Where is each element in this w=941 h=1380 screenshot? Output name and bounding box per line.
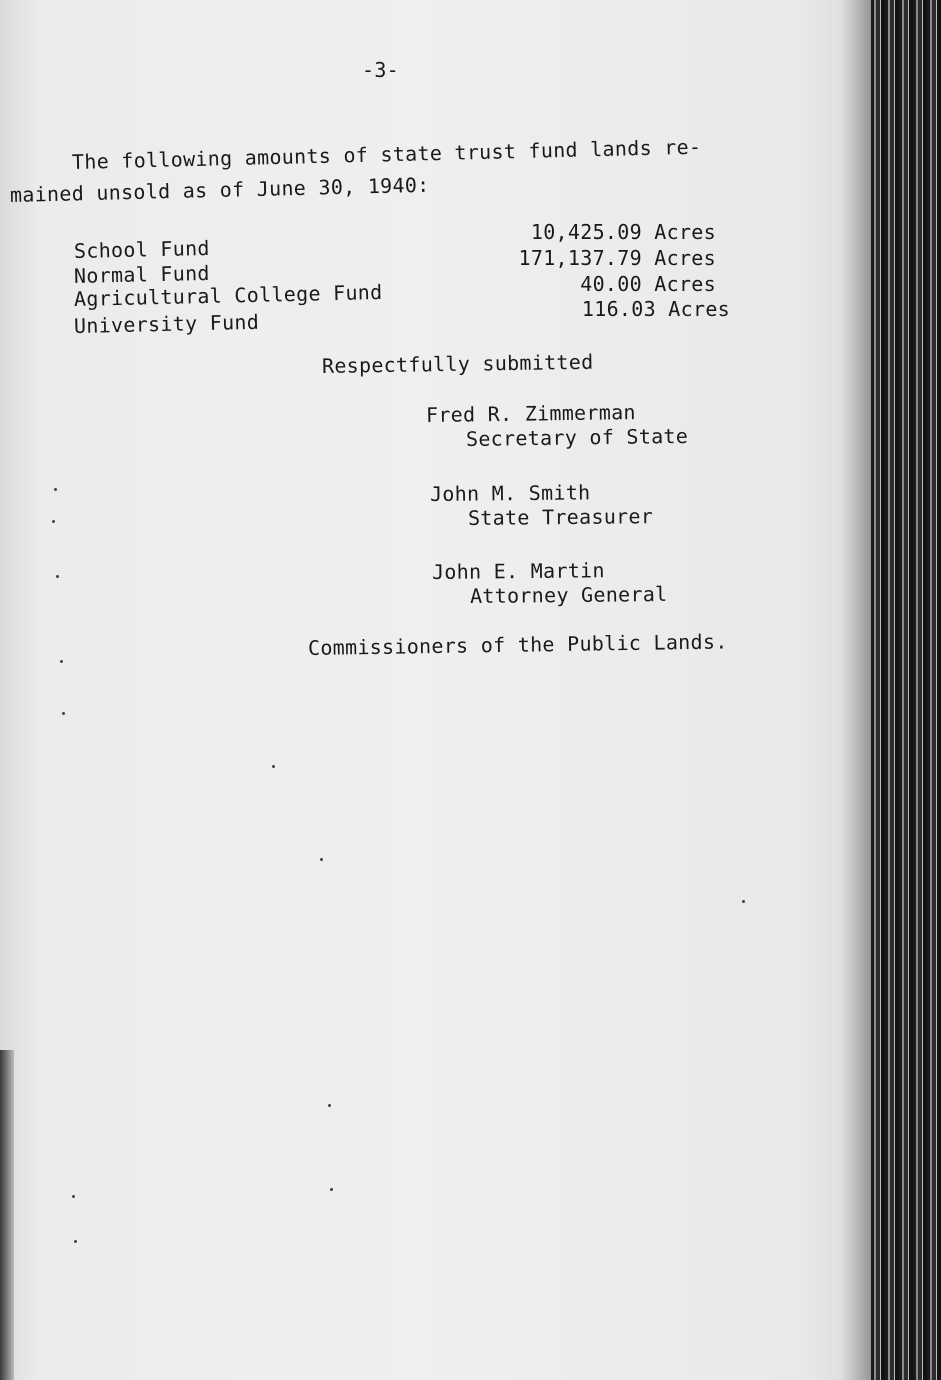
fund-name-agricultural-college: Agricultural College Fund <box>73 280 383 311</box>
speck <box>320 858 323 861</box>
fund-acres-agricultural-college: 40.00 Acres <box>580 272 716 296</box>
commissioners-footer: Commissioners of the Public Lands. <box>307 629 728 660</box>
signatory-title-3: Attorney General <box>469 581 668 608</box>
speck <box>742 900 745 903</box>
signatory-title-1: Secretary of State <box>465 423 689 451</box>
speck <box>272 765 275 768</box>
speck <box>62 712 65 715</box>
closing-line: Respectfully submitted <box>321 349 594 378</box>
speck <box>60 660 63 663</box>
speck <box>56 575 59 578</box>
page-edge-shadow <box>841 0 871 1380</box>
fund-acres-school: 10,425.09 Acres <box>530 220 716 244</box>
signatory-name-3: John E. Martin <box>431 558 605 584</box>
binding-shadow <box>0 1050 14 1380</box>
page-number: -3- <box>362 58 400 82</box>
fund-name-normal: Normal Fund <box>73 260 211 288</box>
intro-line-2: mained unsold as of June 30, 1940: <box>9 172 430 207</box>
fund-acres-normal: 171,137.79 Acres <box>518 246 716 270</box>
speck <box>54 488 57 491</box>
fund-name-university: University Fund <box>73 309 260 338</box>
intro-line-1: The following amounts of state trust fund lands re- <box>71 134 702 174</box>
fund-acres-university: 116.03 Acres <box>581 297 730 321</box>
speck <box>330 1188 333 1191</box>
signatory-name-2: John M. Smith <box>429 480 591 506</box>
speck <box>74 1240 77 1243</box>
fund-name-school: School Fund <box>73 235 211 263</box>
speck <box>328 1104 331 1107</box>
signatory-title-2: State Treasurer <box>467 504 654 530</box>
book-page-edges <box>871 0 941 1380</box>
speck <box>52 520 55 523</box>
speck <box>72 1195 75 1198</box>
signatory-name-1: Fred R. Zimmerman <box>425 400 636 427</box>
